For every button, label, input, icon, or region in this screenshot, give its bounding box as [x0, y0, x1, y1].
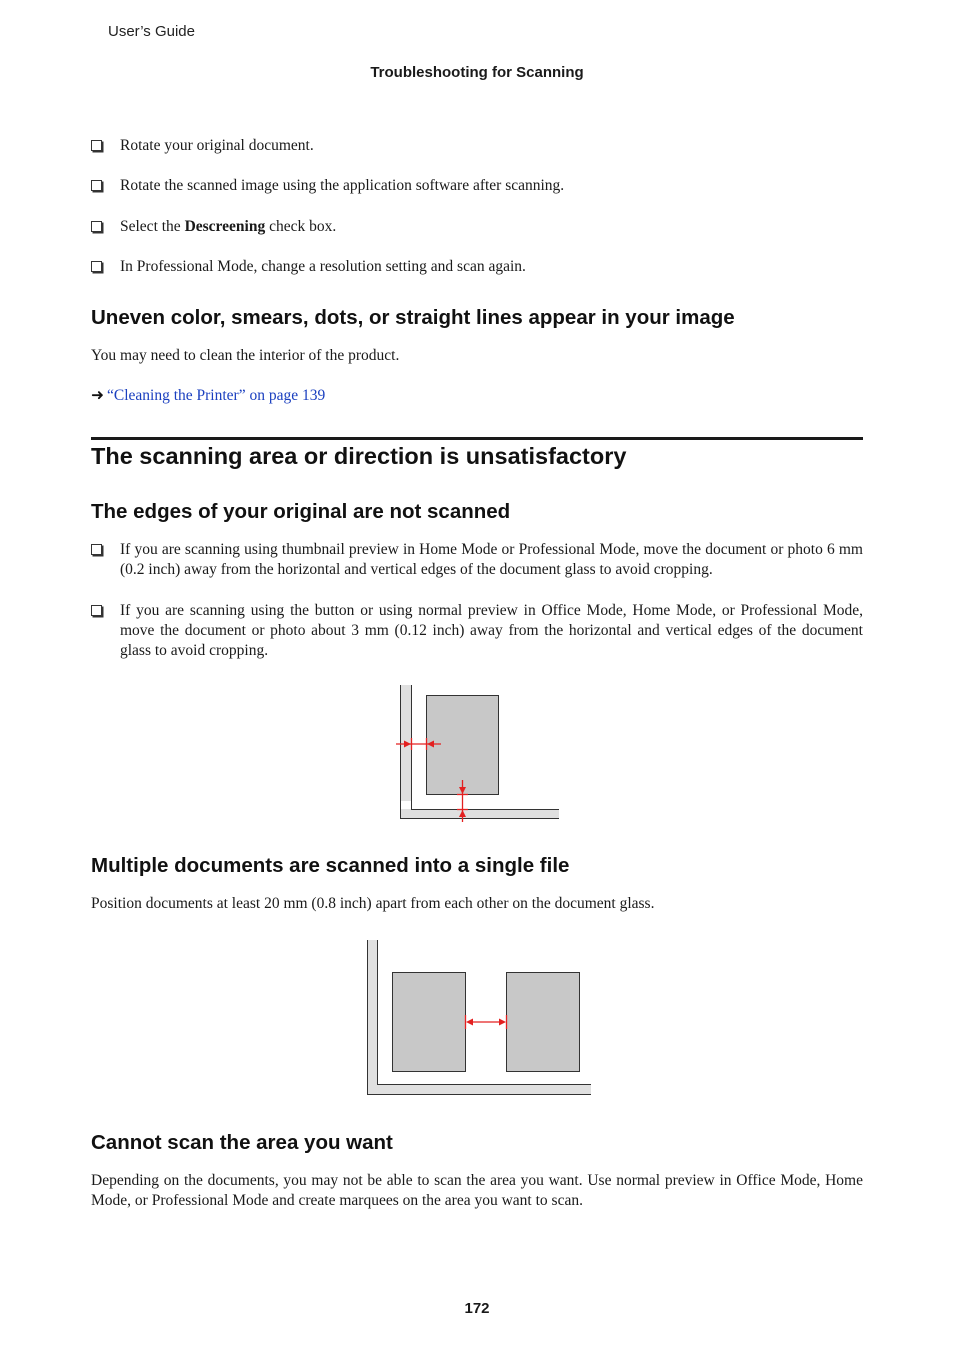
running-header-guide: User’s Guide [108, 23, 195, 40]
checkbox-bullet-icon [91, 140, 102, 151]
uneven-color-body: You may need to clean the interior of the product. [91, 347, 400, 364]
running-header-chapter: Troubleshooting for Scanning [370, 64, 584, 81]
section-title: The scanning area or direction is unsatisfactory [91, 443, 627, 469]
arrow-right-icon: ➜ [91, 387, 104, 404]
document-spacing-diagram [364, 938, 594, 1100]
list-item-text [120, 217, 863, 237]
list-item [91, 257, 863, 277]
spacing-arrow [466, 1015, 507, 1029]
edge-margin-diagram [394, 683, 562, 823]
uneven-color-heading: Uneven color, smears, dots, or straight lines appear in your image [91, 306, 735, 329]
list-item [91, 217, 863, 237]
checkbox-bullet-icon [91, 605, 102, 616]
checkbox-bullet-icon [91, 221, 102, 232]
list-item-text: In Professional Mode, change a resolution setting and scan again. [120, 258, 526, 275]
list-item-prefix: Select the [120, 218, 185, 235]
list-item-text: Rotate your original document. [120, 137, 314, 154]
list-item [91, 136, 863, 156]
list-item-text: Rotate the scanned image using the application software after scanning. [120, 177, 565, 194]
document-sheet-right [507, 973, 580, 1072]
checkbox-bullet-icon [91, 261, 102, 272]
list-item [91, 601, 863, 661]
page-number: 172 [464, 1300, 490, 1317]
list-item-text: If you are scanning using thumbnail preview in Home Mode or Professional Mode, move the document or photo 6 mm (0.2 inch) away from the horizontal and vertical edges of the document glass to avoid cropping. [120, 541, 863, 578]
cannot-scan-heading: Cannot scan the area you want [91, 1131, 393, 1154]
cannot-scan-body: Depending on the documents, you may not be able to scan the area you want. Use normal preview in Office Mode, Home Mode, or Professional Mode and create marquees on the area you want to scan. [91, 1172, 863, 1209]
section-divider [91, 437, 863, 440]
list-item-suffix: check box. [265, 218, 337, 235]
list-item [91, 540, 863, 580]
cross-reference-link[interactable] [91, 386, 325, 406]
multiple-documents-heading: Multiple documents are scanned into a single file [91, 854, 570, 877]
list-item [91, 176, 863, 196]
edges-heading: The edges of your original are not scanned [91, 500, 511, 523]
document-sheet [427, 696, 499, 795]
descreening-label: Descreening [184, 218, 266, 235]
checkbox-bullet-icon [91, 180, 102, 191]
document-sheet-left [393, 973, 466, 1072]
list-item-text: If you are scanning using the button or using normal preview in Office Mode, Home Mode, or Professional Mode, move the document or photo about 3 mm (0.12 inch) away from the horizontal and vertical edges of the document glass to avoid cropping. [120, 602, 863, 659]
multiple-documents-body: Position documents at least 20 mm (0.8 inch) apart from each other on the document glass. [91, 895, 655, 912]
checkbox-bullet-icon [91, 544, 102, 555]
cleaning-printer-link[interactable]: “Cleaning the Printer” on page 139 [107, 387, 326, 404]
